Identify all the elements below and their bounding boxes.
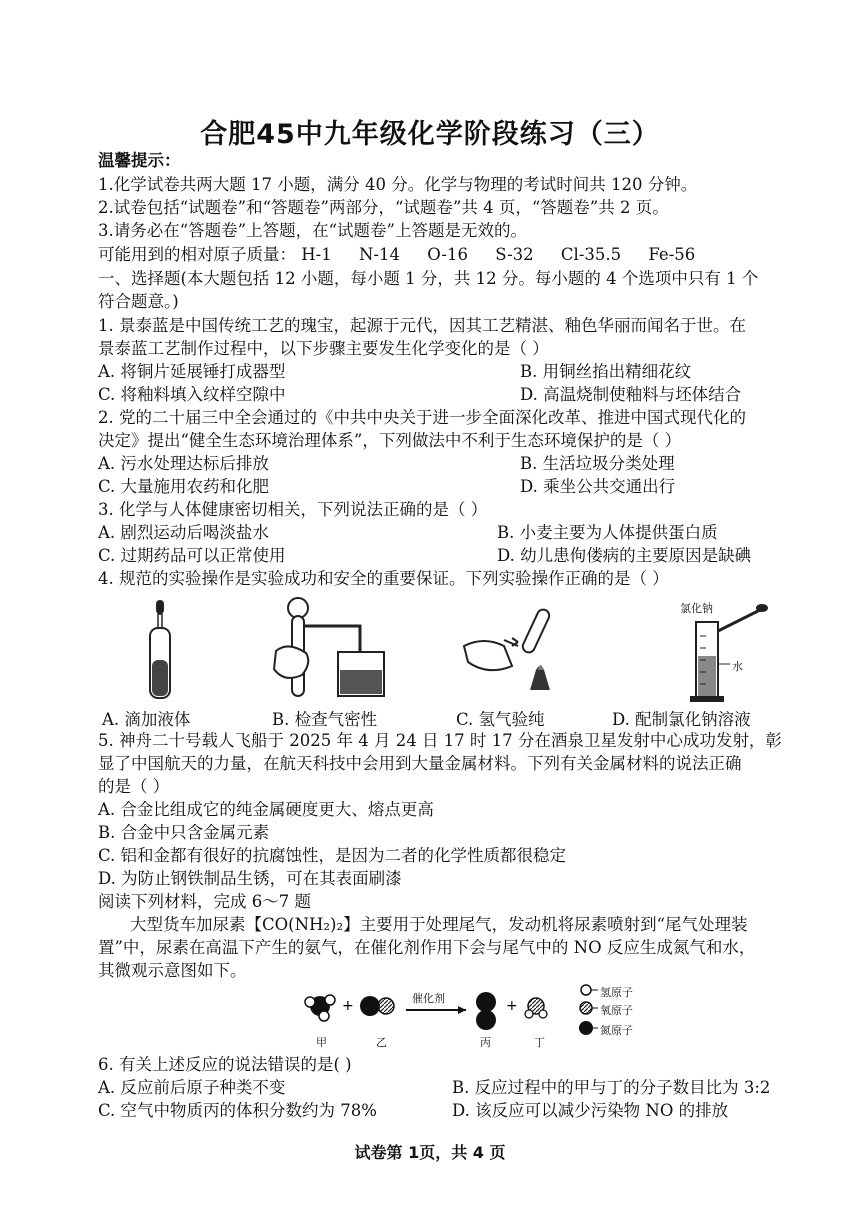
q1-option-b: B. 用铜丝掐出精细花纹 bbox=[520, 362, 692, 381]
label-yi: 乙 bbox=[376, 1036, 387, 1049]
q4-option-b: B. 检查气密性 bbox=[272, 710, 378, 729]
molecule-yi bbox=[360, 996, 394, 1016]
q3-option-a: A. 剧烈运动后喝淡盐水 bbox=[98, 523, 269, 542]
q2-option-c: C. 大量施用农药和化肥 bbox=[98, 477, 270, 496]
q2-stem-2: 决定》提出“健全生态环境治理体系”，下列做法中不利于生态环境保护的是（ ） bbox=[98, 431, 682, 450]
page-title: 合肥45中九年级化学阶段练习（三） bbox=[200, 119, 660, 150]
reading-intro: 阅读下列材料，完成 6～7 题 bbox=[98, 892, 311, 911]
q1-option-c: C. 将釉料填入纹样空隙中 bbox=[98, 385, 286, 404]
q3-option-d: D. 幼儿患佝偻病的主要原因是缺碘 bbox=[497, 546, 752, 565]
tip-3: 3.请务必在“答题卷”上答题，在“试题卷”上答题是无效的。 bbox=[98, 221, 527, 240]
q6-option-a: A. 反应前后原子种类不变 bbox=[98, 1078, 286, 1097]
q2-stem-1: 2. 党的二十届三中全会通过的《中共中央关于进一步全面深化改革、推进中国式现代化的 bbox=[98, 408, 746, 427]
section1-line2: 符合题意。) bbox=[98, 292, 179, 311]
legend-oxygen-icon bbox=[580, 1002, 592, 1014]
hydrogen-purity-figure bbox=[460, 606, 570, 692]
q5-stem-1: 5. 神舟二十号载人飞船于 2025 年 4 月 24 日 17 时 17 分在酒泉卫星发射中心成功发射，彰 bbox=[98, 731, 782, 750]
q3-stem-1: 3. 化学与人体健康密切相关，下列说法正确的是（ ） bbox=[98, 500, 488, 519]
catalyst-label: 催化剂 bbox=[412, 992, 445, 1005]
q2-option-b: B. 生活垃圾分类处理 bbox=[520, 454, 675, 473]
q1-option-d: D. 高温烧制使釉料与坯体结合 bbox=[520, 385, 742, 404]
q4-stem-1: 4. 规范的实验操作是实验成功和安全的重要保证。下列实验操作正确的是（ ） bbox=[98, 569, 669, 588]
tip-1: 1.化学试卷共两大题 17 小题，满分 40 分。化学与物理的考试时间共 120 分钟。 bbox=[98, 175, 698, 194]
q5-option-b: B. 合金中只含金属元素 bbox=[98, 823, 270, 842]
atomic-masses bbox=[98, 244, 717, 266]
tips-heading: 温馨提示： bbox=[98, 151, 181, 170]
atomic-masses-label: 可能用到的相对原子质量： bbox=[98, 245, 296, 264]
page-footer: 试卷第 1页，共 4 页 bbox=[354, 1143, 506, 1162]
q6-stem-1: 6. 有关上述反应的说法错误的是( ) bbox=[98, 1055, 352, 1074]
mass-n: N-14 bbox=[358, 245, 400, 264]
legend-nitrogen-icon bbox=[579, 1021, 593, 1035]
reading-paragraph-1: 大型货车加尿素【CO(NH₂)₂】主要用于处理尾气，发动机将尿素喷射到“尾气处理装 bbox=[130, 915, 748, 934]
fig-label-water: 水 bbox=[732, 660, 743, 673]
q5-stem-3: 的是（ ） bbox=[98, 777, 170, 796]
svg-text:+: + bbox=[342, 998, 354, 1014]
airtightness-figure bbox=[270, 596, 390, 704]
reading-paragraph-2: 置”中，尿素在高温下产生的氨气，在催化剂作用下会与尾气中的 NO 反应生成氮气和水， bbox=[98, 938, 756, 957]
mass-s: S-32 bbox=[495, 245, 534, 264]
q1-option-a: A. 将铜片延展锤打成器型 bbox=[98, 362, 286, 381]
q3-option-b: B. 小麦主要为人体提供蛋白质 bbox=[497, 523, 718, 542]
q5-stem-2: 显了中国航天的力量，在航天科技中会用到大量金属材料。下列有关金属材料的说法正确 bbox=[98, 754, 742, 773]
q4-option-c: C. 氢气验纯 bbox=[456, 710, 545, 729]
tip-2: 2.试卷包括“试题卷”和“答题卷”两部分，“试题卷”共 4 页，“答题卷”共 2 页。 bbox=[98, 198, 669, 217]
svg-text:+: + bbox=[506, 998, 518, 1014]
q6-option-c: C. 空气中物质丙的体积分数约为 78% bbox=[98, 1101, 377, 1120]
legend-hydrogen: 氢原子 bbox=[600, 986, 633, 999]
molecule-bing bbox=[476, 992, 496, 1030]
q4-option-d: D. 配制氯化钠溶液 bbox=[612, 710, 751, 729]
q6-option-b: B. 反应过程中的甲与丁的分子数目比为 3:2 bbox=[452, 1078, 771, 1097]
q1-stem-2: 景泰蓝工艺制作过程中，以下步骤主要发生化学变化的是（ ） bbox=[98, 339, 549, 358]
q1-stem-1: 1. 景泰蓝是中国传统工艺的瑰宝，起源于元代，因其工艺精湛、釉色华丽而闻名于世。在 bbox=[98, 316, 746, 335]
legend-oxygen: 氧原子 bbox=[600, 1004, 633, 1017]
dropper-figure bbox=[140, 598, 180, 702]
q5-option-c: C. 铝和金都有很好的抗腐蚀性，是因为二者的化学性质都很稳定 bbox=[98, 846, 567, 865]
q5-option-d: D. 为防止钢铁制品生锈，可在其表面刷漆 bbox=[98, 869, 402, 888]
label-jia: 甲 bbox=[316, 1036, 327, 1049]
q4-option-a: A. 滴加液体 bbox=[102, 710, 191, 729]
mass-cl: Cl-35.5 bbox=[560, 245, 622, 264]
mass-o: O-16 bbox=[427, 245, 468, 264]
reading-paragraph-3: 其微观示意图如下。 bbox=[98, 961, 247, 980]
fig-label-nacl: 氯化钠 bbox=[680, 602, 713, 615]
label-bing: 丙 bbox=[480, 1036, 491, 1049]
q2-option-d: D. 乘坐公共交通出行 bbox=[520, 477, 676, 496]
q2-option-a: A. 污水处理达标后排放 bbox=[98, 454, 269, 473]
section1-line1: 一、选择题(本大题包括 12 小题，每小题 1 分，共 12 分。每小题的 4 个选项中只有 1 个 bbox=[98, 269, 759, 288]
legend-hydrogen-icon bbox=[581, 985, 591, 995]
molecule-ding bbox=[525, 998, 547, 1018]
molecule-jia bbox=[305, 995, 335, 1021]
q6-option-d: D. 该反应可以减少污染物 NO 的排放 bbox=[452, 1101, 729, 1120]
mass-fe: Fe-56 bbox=[648, 245, 696, 264]
legend-nitrogen: 氮原子 bbox=[600, 1024, 633, 1037]
mass-h: H-1 bbox=[301, 245, 332, 264]
label-ding: 丁 bbox=[534, 1036, 545, 1049]
q3-option-c: C. 过期药品可以正常使用 bbox=[98, 546, 286, 565]
q5-option-a: A. 合金比组成它的纯金属硬度更大、熔点更高 bbox=[98, 800, 434, 819]
